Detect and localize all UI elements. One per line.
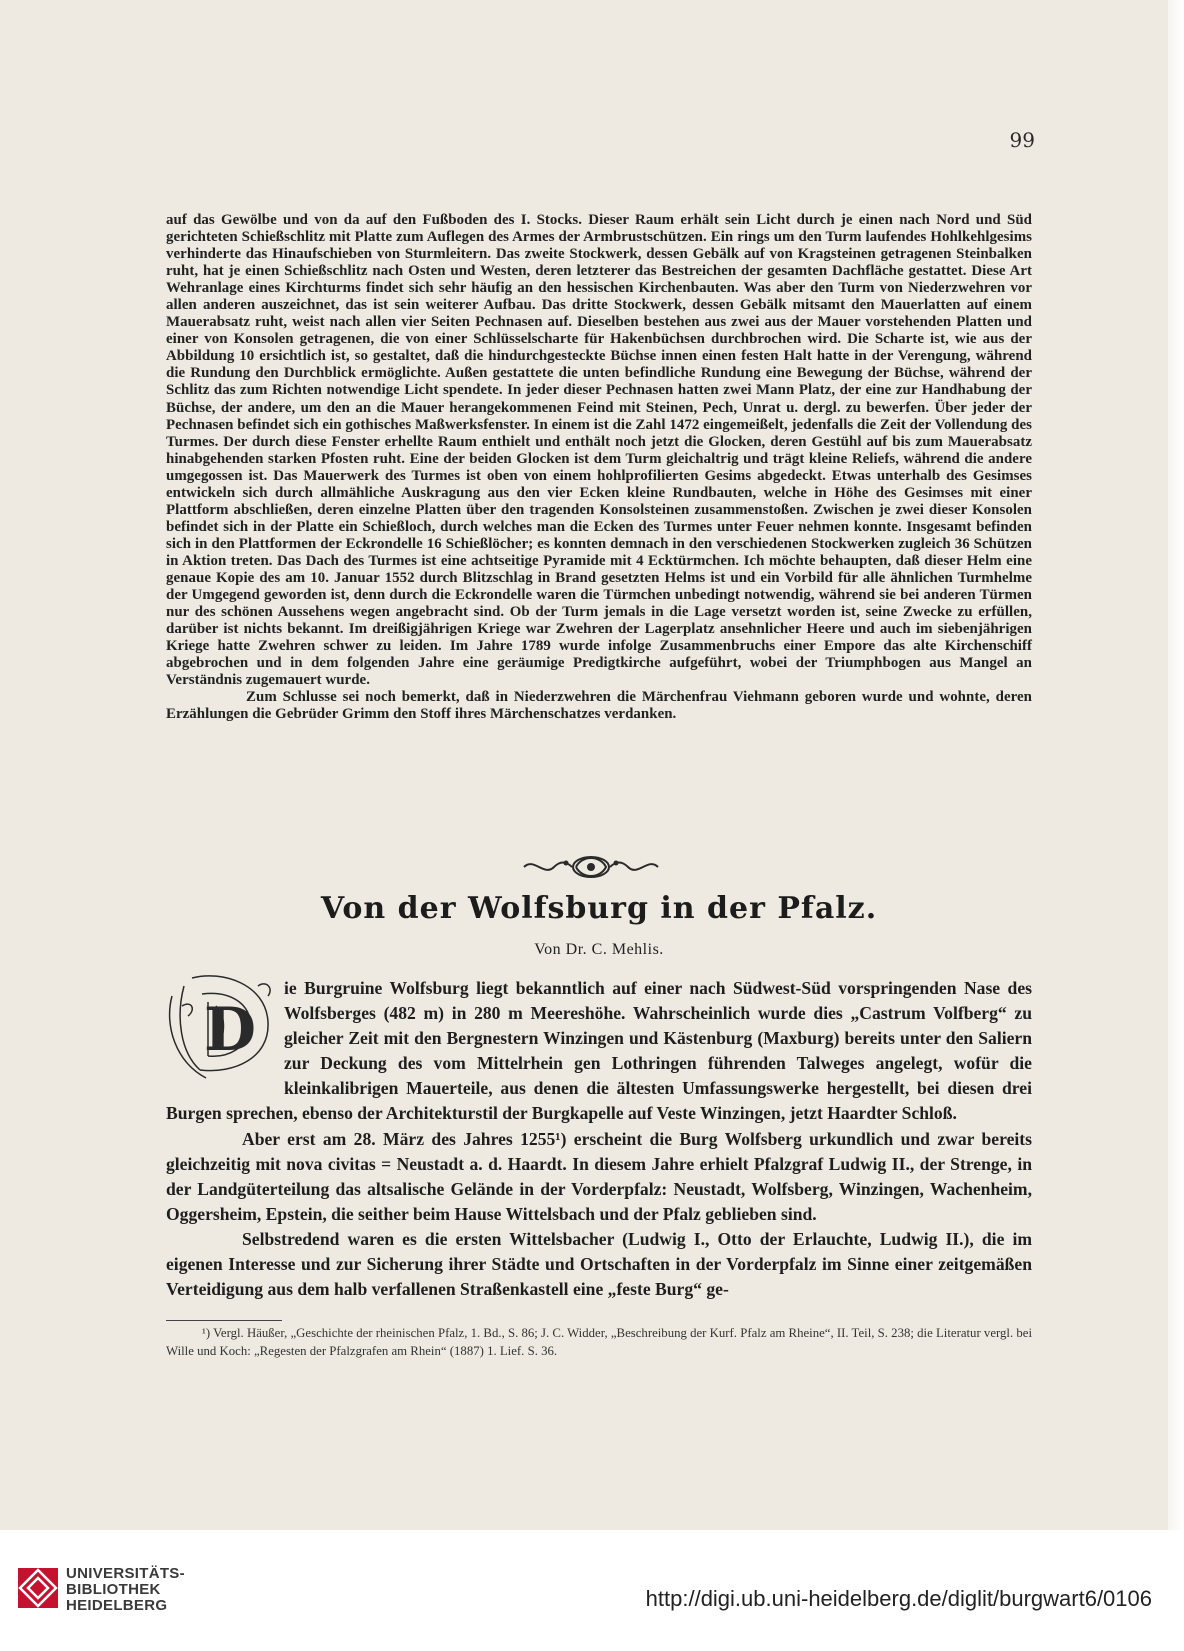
article-author: Von Dr. C. Mehlis. [534,941,664,958]
source-url[interactable]: http://digi.ub.uni-heidelberg.de/diglit/burgwart6/0106 [645,1586,1152,1611]
library-name-line: UNIVERSITÄTS- [66,1565,185,1582]
page-number: 99 [1009,128,1035,152]
library-name-line: HEIDELBERG [66,1597,168,1614]
footnote: ¹) Vergl. Häußer, „Geschichte der rheinischen Pfalz, 1. Bd., S. 86; J. C. Widder, „Beschreibung der Kurf. Pfalz am Rheine“, II. Teil, S. 238; die Literatur vergl. bei Wille und Koch: „Regesten der Pfalzgrafen am Rhein“ (1887) 1. Lief. S. 36. [166,1326,1033,1358]
page-edge [1168,0,1184,1530]
article-title: Von der Wolfsburg in der Pfalz. [320,891,878,926]
library-name-line: BIBLIOTHEK [66,1581,161,1598]
footnote-rule [166,1320,282,1321]
article-paragraph: Aber erst am 28. März des Jahres 1255¹) erscheint die Burg Wolfsberg urkundlich und zwar bereits gleichzeitig mit nova civitas = Neustadt a. d. Haardt. In diesem Jahre erhielt Pfalzgraf Ludwig II., der Strenge, in der Landgüterteilung das altsalische Gelände in der Vorderpfalz: Neustadt, Wolfsberg, Winzingen, Wachenheim, Oggersheim, Epstein, die seither beim Hause Wittelsbach und der Pfalz geblieben sind. [166,1128,1032,1224]
ornament-divider-icon [520,851,662,883]
footnotes [166,1324,1032,1360]
article-paragraph: ie Burgruine Wolfsburg liegt bekanntlich auf einer nach Südwest-Süd vorspringenden Nase des Wolfsberges (482 m) in 280 m Meereshöhe. Wahrscheinlich wurde dies „Castrum Volfberg“ zu gleicher Zeit mit den Bergnestern Winzingen und Kästenburg (Maxburg) bereits unter den Saliern zur Deckung des vom Mittelrhein gen Lothringen führenden Talweges angelegt, wofür die kleinkalibrigen Mauerteile, aus denen die ältesten Umfassungswerke hergestellt, bei diesen drei Burgen sprechen, ebenso der Architekturstil der Burgkapelle auf Veste Winzingen, jetzt Haardter Schloß. [166,978,1032,1124]
article-body [166,976,1032,1302]
body-paragraph: auf das Gewölbe und von da auf den Fußboden des I. Stocks. Dieser Raum erhält sein Licht durch je einen nach Nord und Süd gerichteten Schießschlitz mit Platte zum Auflegen des Armes der Armbrustschützen. Ein rings um den Turm laufendes Hohlkehlgesims verhinderte das Hinaufschieben von Sturmleitern. Das zweite Stockwerk, dessen Gebälk auf von Kragsteinen getragenen Steinbalken ruht, hat je einen Schießschlitz nach Osten und Westen, deren letzterer das Bestreichen der gesamten Dachfläche gestattet. Diese Art Wehranlage eines Kirchturms findet sich sehr häufig an den hessischen Kirchenbauten. Was aber den Turm von Niederzwehren vor allen anderen auszeichnet, das ist sein weiterer Aufbau. Das dritte Stockwerk, dessen Gebälk mitsamt den Mauerlatten auf einem Mauerabsatz ruht, weist nach allen vier Seiten Pechnasen auf. Dieselben bestehen aus zwei aus der Mauer vorstehenden Platten und einer von Konsolen getragenen, die von einer Schlüsselscharte für Hakenbüchsen durchbrochen wird. Die Scharte ist, wie aus der Abbildung 10 ersichtlich ist, so gestaltet, daß die hindurchgesteckte Büchse innen einen festen Halt hatte in der Verengung, während die Rundung den Durchblick ermöglichte. Außen gestattete die unten befindliche Rundung eine Bewegung der Büchse, während der Schlitz das zum Richten notwendige Licht spendete. In jeder dieser Pechnasen hatten zwei Mann Platz, der eine zur Handhabung der Büchse, der andere, um den an die Mauer herangekommenen Feind mit Steinen, Pech, Unrat u. dergl. zu bewerfen. Über jeder der Pechnasen befindet sich ein gothisches Maßwerksfenster. In einem ist die Zahl 1472 eingemeißelt, jedenfalls die Zeit der Vollendung des Turmes. Der durch diese Fenster erhellte Raum enthielt und enthält noch jetzt die Glocken, deren Gestühl auf bis zum Mauerabsatz hinabgehenden starken Pfosten ruht. Eine der beiden Glocken ist dem Turm gleichaltrig und trägt kleine Reliefs, während die andere umgegossen ist. Das Mauerwerk des Turmes ist oben von einem hohlprofilierten Gesims abgedeckt. Etwas unterhalb des Gesimses entwickeln sich durch allmähliche Auskragung aus den vier Ecken kleine Rundbauten, welche in Höhe des Gesimses mit einer Plattform abschließen, deren einzelne Platten über den tragenden Konsolsteinen zusammenstoßen. Zwischen je zwei dieser Konsolen befindet sich in der Platte ein Schießloch, durch welches man die Ecken des Turmes unter Feuer nehmen konnte. Insgesamt befinden sich in den Plattformen der Eckrondelle 16 Schießlöcher; es konnten demnach in den verschiedenen Stockwerken zugleich 36 Schützen in Aktion treten. Das Dach des Turmes ist eine achtseitige Pyramide mit 4 Ecktürmchen. Ich möchte behaupten, daß dieser Helm eine genaue Kopie des am 10. Januar 1552 durch Blitzschlag in Brand gesetzten Helms ist und ein Vorbild für alle ähnlichen Turmhelme der Umgegend geworden ist, denn durch die Eckrondelle waren die Türmchen unbedingt notwendig, während sie bei anderen Türmen nur des schönen Aussehens wegen angebracht sind. Ob der Turm jemals in die Lage versetzt worden ist, seine Zwecke zu erfüllen, darüber ist nichts bekannt. Im dreißigjährigen Kriege war Zwehren der Lagerplatz ansehnlicher Heere und auch im siebenjährigen Kriege hatte Zwehren schwer zu leiden. Im Jahre 1789 wurde infolge Zusammenbruchs einer Empore das alte Kirchenschiff abgebrochen und in dem folgenden Jahre eine geräumige Predigtkirche aufgeführt, wobei der Triumphbogen aus Mangel an Verständnis zugemauert wurde. [166,212,1032,689]
previous-article-text [166,212,1032,723]
library-seal-icon [18,1568,58,1608]
article-paragraph: Selbstredend waren es die ersten Wittelsbacher (Ludwig I., Otto der Erlauchte, Ludwig II.), die im eigenen Interesse und zur Sicherung ihrer Städte und Ortschaften in der Vorderpfalz im Sinne einer zeitgemäßen Verteidigung aus dem halb verfallenen Straßenkastell eine „feste Burg“ ge- [166,1228,1032,1300]
drop-cap-letter: D [204,995,257,1065]
body-paragraph: Zum Schlusse sei noch bemerkt, daß in Niederzwehren die Märchenfrau Viehmann geboren wurde und wohnte, deren Erzählungen die Gebrüder Grimm den Stoff ihres Märchenschatzes verdanken. [166,689,1032,723]
drop-cap-space [166,976,284,1100]
library-name [66,1566,185,1614]
